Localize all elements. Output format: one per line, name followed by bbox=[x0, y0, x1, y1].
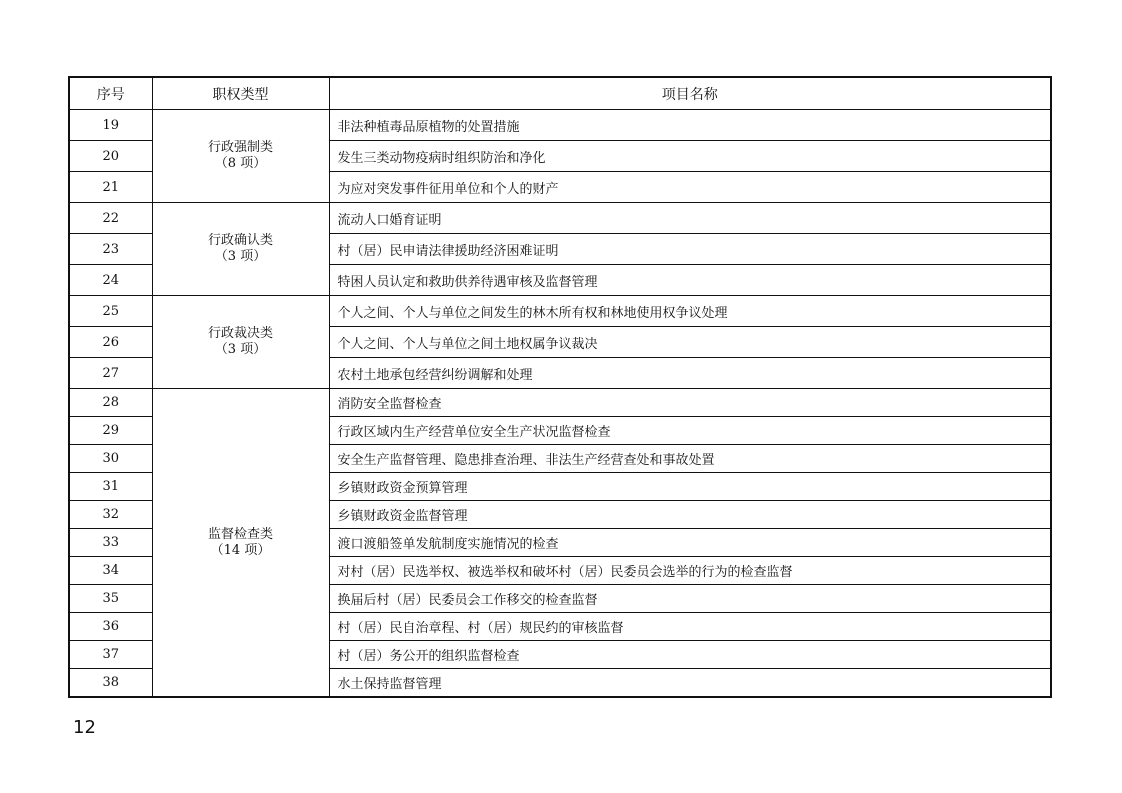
category-cell bbox=[152, 110, 329, 203]
category-type: 行政确认类 bbox=[207, 233, 273, 248]
row-number: 38 bbox=[69, 669, 152, 698]
row-number: 21 bbox=[69, 172, 152, 203]
row-number: 23 bbox=[69, 234, 152, 265]
row-number: 27 bbox=[69, 358, 152, 389]
item-name: 水土保持监督管理 bbox=[329, 669, 1051, 698]
row-number: 28 bbox=[69, 389, 152, 417]
category-count: （3 项） bbox=[214, 342, 267, 357]
category-count: （14 项） bbox=[210, 542, 271, 558]
row-number: 33 bbox=[69, 529, 152, 557]
item-name: 非法种植毒品原植物的处置措施 bbox=[329, 110, 1051, 141]
item-name: 个人之间、个人与单位之间土地权属争议裁决 bbox=[329, 327, 1051, 358]
item-name: 农村土地承包经营纠纷调解和处理 bbox=[329, 358, 1051, 389]
item-name: 发生三类动物疫病时组织防治和净化 bbox=[329, 141, 1051, 172]
item-name: 村（居）民自治章程、村（居）规民约的审核监督 bbox=[329, 613, 1051, 641]
row-number: 35 bbox=[69, 585, 152, 613]
category-cell bbox=[152, 389, 329, 698]
row-number: 25 bbox=[69, 296, 152, 327]
page-number: 12 bbox=[73, 717, 96, 738]
row-number: 26 bbox=[69, 327, 152, 358]
item-name: 乡镇财政资金监督管理 bbox=[329, 501, 1051, 529]
row-number: 20 bbox=[69, 141, 152, 172]
header-item-name: 项目名称 bbox=[329, 77, 1051, 110]
row-number: 31 bbox=[69, 473, 152, 501]
header-serial-number: 序号 bbox=[69, 77, 152, 110]
item-name: 村（居）务公开的组织监督检查 bbox=[329, 641, 1051, 669]
row-number: 37 bbox=[69, 641, 152, 669]
category-cell bbox=[152, 203, 329, 296]
item-name: 行政区域内生产经营单位安全生产状况监督检查 bbox=[329, 417, 1051, 445]
category-type: 行政强制类 bbox=[207, 140, 273, 155]
category-cell bbox=[152, 296, 329, 389]
item-name: 换届后村（居）民委员会工作移交的检查监督 bbox=[329, 585, 1051, 613]
row-number: 19 bbox=[69, 110, 152, 141]
item-name: 流动人口婚育证明 bbox=[329, 203, 1051, 234]
item-name: 安全生产监督管理、隐患排查治理、非法生产经营查处和事故处置 bbox=[329, 445, 1051, 473]
item-name: 消防安全监督检查 bbox=[329, 389, 1051, 417]
row-number: 34 bbox=[69, 557, 152, 585]
header-authority-type: 职权类型 bbox=[152, 77, 329, 110]
item-name: 村（居）民申请法律援助经济困难证明 bbox=[329, 234, 1051, 265]
table-row bbox=[69, 203, 1051, 234]
item-name: 个人之间、个人与单位之间发生的林木所有权和林地使用权争议处理 bbox=[329, 296, 1051, 327]
item-name: 乡镇财政资金预算管理 bbox=[329, 473, 1051, 501]
item-name: 渡口渡船签单发航制度实施情况的检查 bbox=[329, 529, 1051, 557]
items-table bbox=[68, 76, 1052, 698]
table-row bbox=[69, 110, 1051, 141]
category-count: （8 项） bbox=[214, 156, 267, 171]
row-number: 29 bbox=[69, 417, 152, 445]
category-type: 行政裁决类 bbox=[207, 326, 273, 341]
row-number: 30 bbox=[69, 445, 152, 473]
category-type: 监督检查类 bbox=[207, 526, 273, 542]
item-name: 对村（居）民选举权、被选举权和破坏村（居）民委员会选举的行为的检查监督 bbox=[329, 557, 1051, 585]
table-row bbox=[69, 296, 1051, 327]
table-row bbox=[69, 389, 1051, 417]
row-number: 32 bbox=[69, 501, 152, 529]
table-header-row bbox=[69, 77, 1051, 110]
row-number: 24 bbox=[69, 265, 152, 296]
row-number: 36 bbox=[69, 613, 152, 641]
item-name: 特困人员认定和救助供养待遇审核及监督管理 bbox=[329, 265, 1051, 296]
item-name: 为应对突发事件征用单位和个人的财产 bbox=[329, 172, 1051, 203]
category-count: （3 项） bbox=[214, 249, 267, 264]
row-number: 22 bbox=[69, 203, 152, 234]
